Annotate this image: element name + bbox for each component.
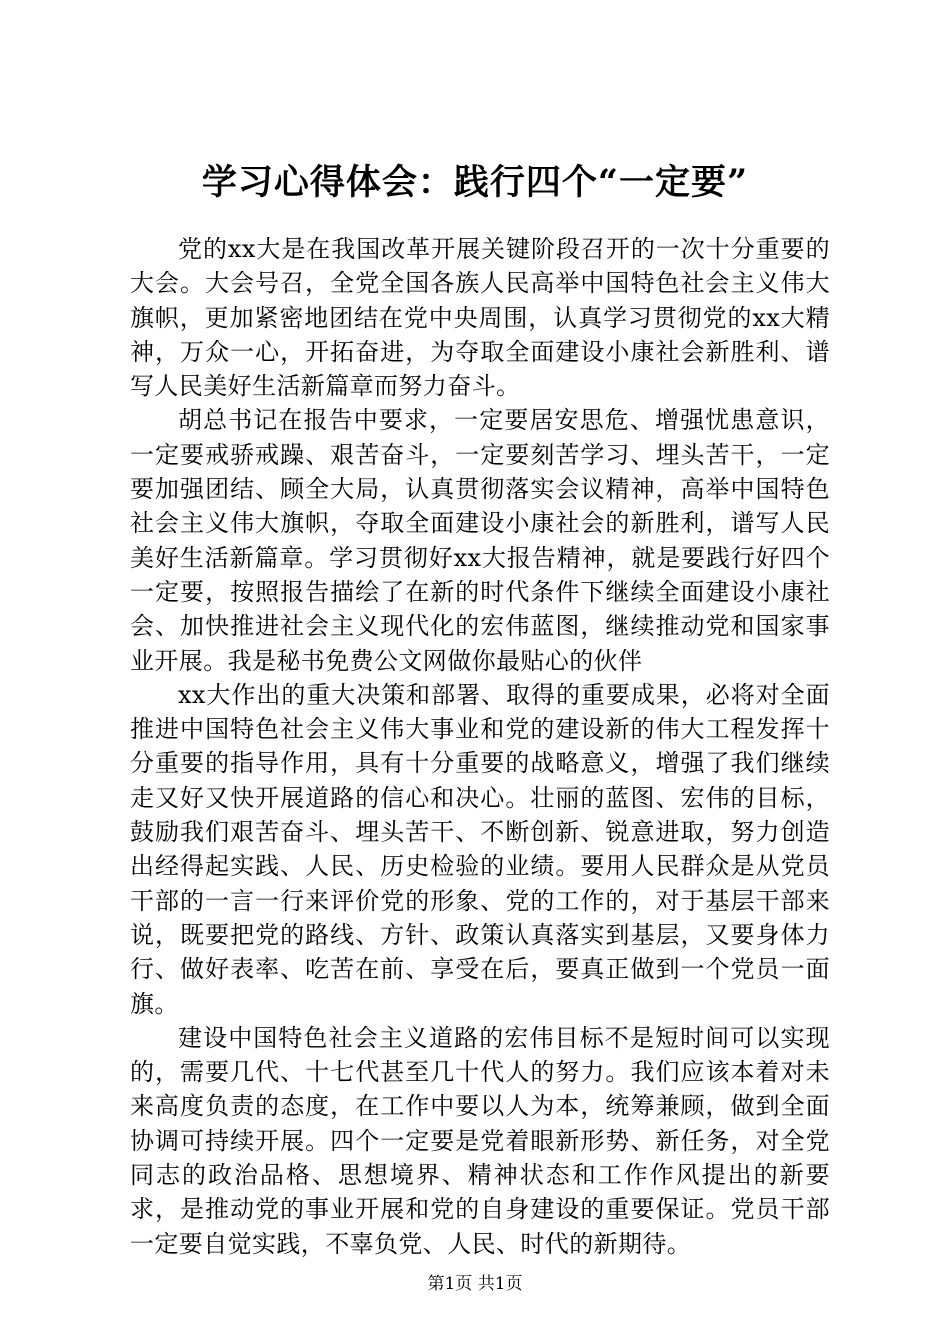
paragraph-2: 胡总书记在报告中要求，一定要居安思危、增强忧患意识，一定要戒骄戒躁、艰苦奋斗，一定要刻苦学习、埋头苦干，一定要加强团结、顾全大局，认真贯彻落实会议精神，高举中国特色社会主义伟大旗帜，夺取全面建设小康社会的新胜利，谱写人民美好生活新篇章。学习贯彻好xx大报告精神，就是要践行好四个一定要，按照报告描绘了在新的时代条件下继续全面建设小康社会、加快推进社会主义现代化的宏伟蓝图，继续推动党和国家事业开展。我是秘书免费公文网做你最贴心的伙伴 bbox=[130, 406, 830, 675]
paragraph-1: 党的xx大是在我国改革开展关键阶段召开的一次十分重要的大会。大会号召，全党全国各族人民高举中国特色社会主义伟大旗帜，更加紧密地团结在党中央周围，认真学习贯彻党的xx大精神，万众一心，开拓奋进，为夺取全面建设小康社会新胜利、谱写人民美好生活新篇章而努力奋斗。 bbox=[130, 235, 830, 401]
document-title: 学习心得体会：践行四个“一定要” bbox=[201, 162, 749, 203]
page-footer: 第1页 共1页 bbox=[427, 1274, 523, 1294]
document-body bbox=[130, 232, 830, 1261]
paragraph-3: xx大作出的重大决策和部署、取得的重要成果，必将对全面推进中国特色社会主义伟大事业和党的建设新的伟大工程发挥十分重要的指导作用，具有十分重要的战略意义，增强了我们继续走又好又快开展道路的信心和决心。壮丽的蓝图、宏伟的目标，鼓励我们艰苦奋斗、埋头苦干、不断创新、锐意进取，努力创造出经得起实践、人民、历史检验的业绩。要用人民群众是从党员干部的一言一行来评价党的形象、党的工作的，对于基层干部来说，既要把党的路线、方针、政策认真落实到基层，又要身体力行、做好表率、吃苦在前、享受在后，要真正做到一个党员一面旗。 bbox=[130, 680, 830, 1018]
paragraph-4: 建设中国特色社会主义道路的宏伟目标不是短时间可以实现的，需要几代、十七代甚至几十代人的努力。我们应该本着对未来高度负责的态度，在工作中要以人为本，统筹兼顾，做到全面协调可持续开展。四个一定要是党着眼新形势、新任务，对全党同志的政治品格、思想境界、精神状态和工作作风提出的新要求，是推动党的事业开展和党的自身建设的重要保证。党员干部一定要自觉实践，不辜负党、人民、时代的新期待。 bbox=[130, 1023, 830, 1258]
